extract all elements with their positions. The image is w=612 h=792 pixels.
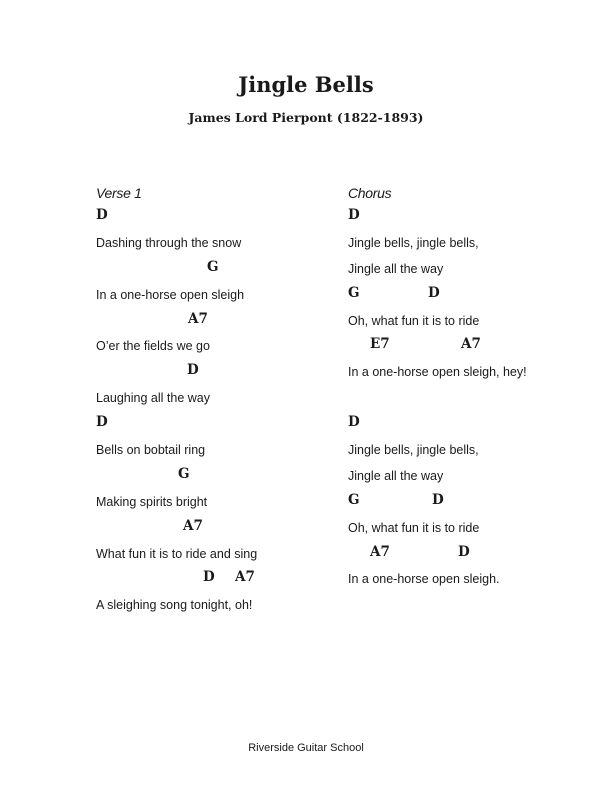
chord-symbol: D (428, 284, 440, 301)
lyric-text: Oh, what fun it is to ride (348, 313, 480, 328)
chord-line (348, 205, 598, 231)
chord-symbol: A7 (370, 543, 390, 560)
lyric-text: In a one-horse open sleigh, hey! (348, 365, 527, 380)
lyric-text: Jingle all the way (348, 468, 444, 483)
lyric-line (348, 464, 598, 490)
lyric-text: A sleighing song tonight, oh! (96, 598, 253, 613)
chord-symbol: G (348, 284, 360, 301)
chord-line (348, 283, 598, 309)
song-composer: James Lord Pierpont (1822-1893) (188, 110, 424, 125)
lyric-text: Oh, what fun it is to ride (348, 520, 480, 535)
chord-line (348, 542, 598, 568)
chorus-lines (348, 205, 598, 593)
verse-heading: Verse 1 (96, 185, 142, 201)
lyric-text: In a one-horse open sleigh. (348, 572, 500, 587)
chord-symbol: D (348, 207, 360, 223)
chord-symbol: A7 (188, 310, 208, 327)
lyric-line (348, 516, 598, 542)
lyric-text: Jingle bells, jingle bells, (348, 235, 479, 250)
chord-line (96, 257, 346, 283)
chord-symbol: E7 (370, 336, 390, 353)
song-title: Jingle Bells (238, 72, 374, 97)
lyric-line (348, 567, 598, 593)
chord-symbol: G (178, 465, 190, 482)
chord-line (348, 490, 598, 516)
chord-symbol: D (203, 569, 215, 586)
lyric-line (96, 542, 346, 568)
lyric-text: Bells on bobtail ring (96, 443, 206, 458)
lyric-line (348, 360, 598, 386)
chord-line (348, 334, 598, 360)
lyric-line (96, 490, 346, 516)
lyric-text: Jingle bells, jingle bells, (348, 443, 479, 458)
chord-symbol: G (207, 258, 219, 275)
chord-line (96, 309, 346, 335)
lyric-line (96, 231, 346, 257)
lyric-text: O’er the fields we go (96, 339, 210, 354)
lyric-line (348, 309, 598, 335)
lyric-text: Jingle all the way (348, 261, 444, 276)
chord-symbol: D (187, 362, 199, 379)
lyric-line (348, 257, 598, 283)
chord-line (96, 360, 346, 386)
lyric-line (96, 593, 346, 619)
chord-symbol: A7 (235, 569, 255, 586)
blank-line (348, 386, 598, 412)
lyric-line (348, 438, 598, 464)
lyric-line (96, 334, 346, 360)
chord-symbol: A7 (183, 517, 203, 534)
chord-line (96, 567, 346, 593)
chord-line (96, 464, 346, 490)
lyric-text: Dashing through the snow (96, 235, 242, 250)
verse-column (96, 181, 346, 619)
lyric-text: Making spirits bright (96, 494, 208, 509)
chord-line (96, 516, 346, 542)
chorus-column (348, 181, 598, 593)
chord-symbol: D (432, 491, 444, 508)
lyric-line (96, 283, 346, 309)
chord-symbol: D (96, 414, 108, 431)
lyric-line (96, 438, 346, 464)
chord-symbol: D (348, 414, 360, 431)
chorus-heading: Chorus (348, 185, 392, 201)
chord-line (96, 412, 346, 438)
chord-symbol: A7 (461, 336, 481, 353)
lyric-text: What fun it is to ride and sing (96, 546, 258, 561)
lyric-text: Laughing all the way (96, 391, 210, 406)
lyric-line (96, 386, 346, 412)
lyric-text: In a one-horse open sleigh (96, 287, 245, 302)
chord-symbol: G (348, 491, 360, 508)
chord-line (348, 412, 598, 438)
chord-line (96, 205, 346, 231)
lyric-line (348, 231, 598, 257)
chord-symbol: D (458, 543, 470, 560)
footer-school-name: Riverside Guitar School (248, 742, 364, 754)
verse-lines (96, 205, 346, 619)
chord-symbol: D (96, 207, 108, 223)
